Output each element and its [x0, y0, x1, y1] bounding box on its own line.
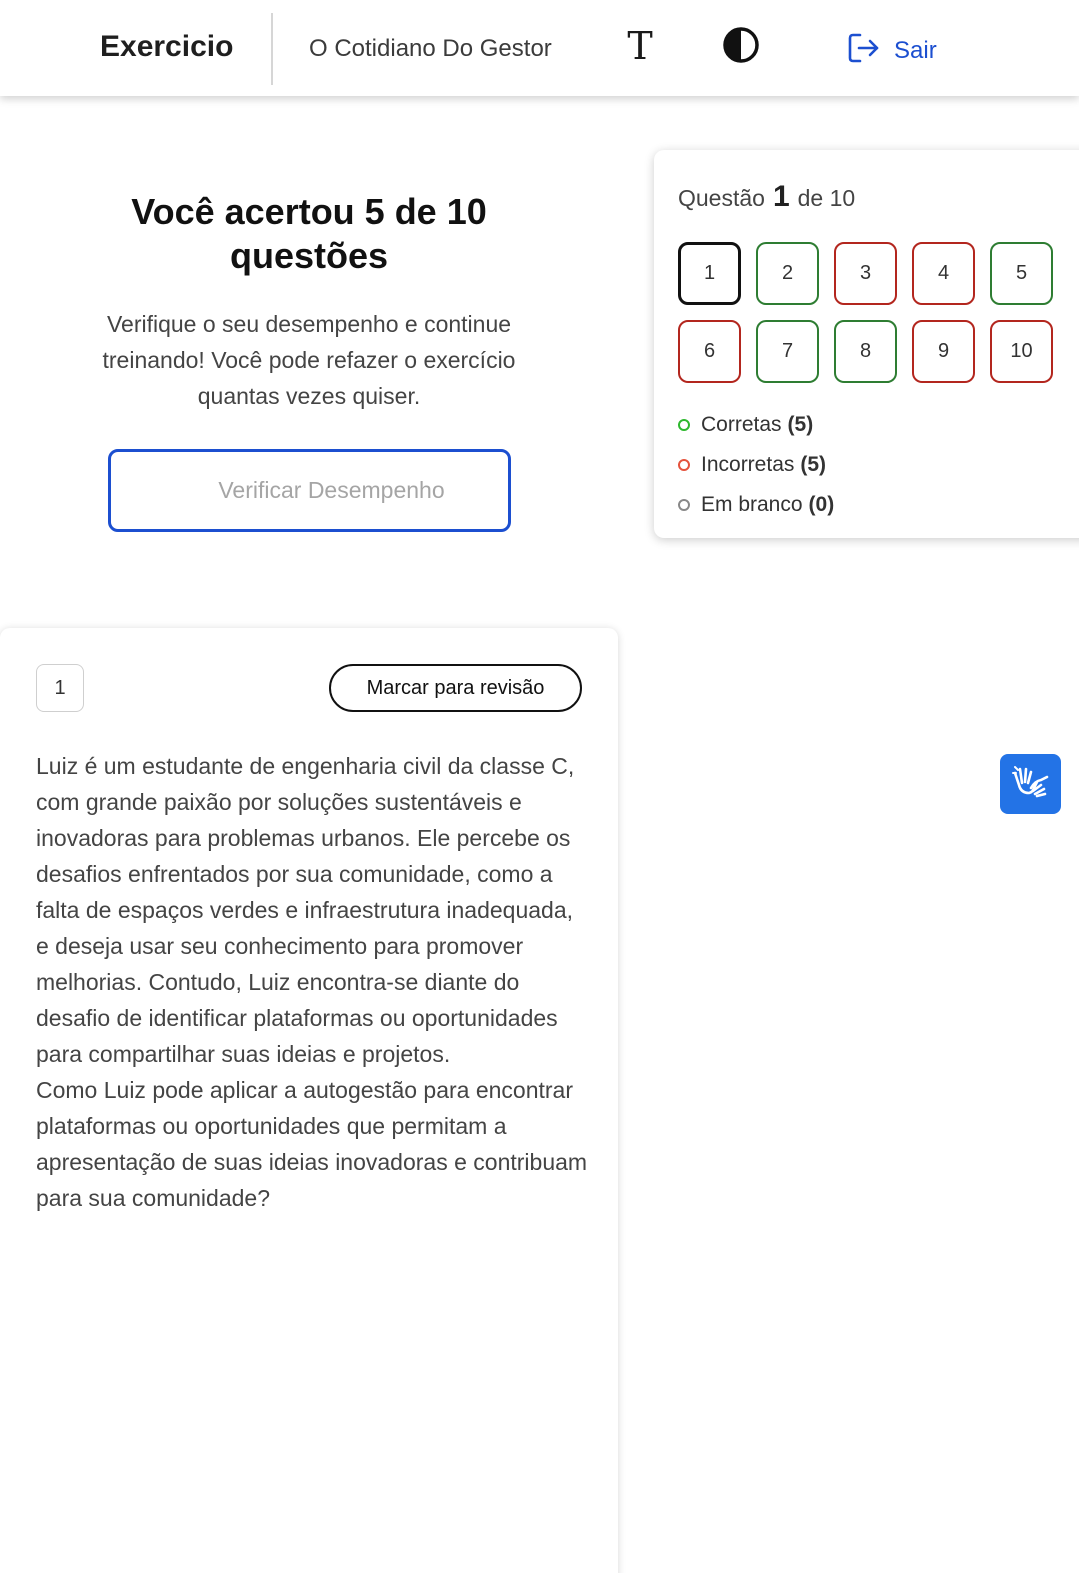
question-grid	[678, 242, 1053, 383]
legend-item	[678, 405, 834, 445]
question-nav-button-4[interactable]: 4	[912, 242, 975, 305]
sign-language-icon	[1011, 763, 1051, 806]
legend-label: Incorretas	[701, 453, 795, 476]
legend-count: (5)	[800, 453, 827, 476]
question-navigator	[654, 150, 1079, 538]
legend-item	[678, 485, 834, 525]
current-question-number: 1	[772, 180, 790, 213]
navigator-label: Questão	[678, 185, 765, 211]
navigator-heading	[678, 180, 855, 214]
mark-for-review-button[interactable]: Marcar para revisão	[329, 664, 582, 712]
logout-icon	[846, 30, 882, 71]
contrast-icon[interactable]	[722, 26, 760, 64]
font-size-icon[interactable]: T	[627, 24, 653, 68]
question-nav-button-10[interactable]: 10	[990, 320, 1053, 383]
question-nav-button-7[interactable]: 7	[756, 320, 819, 383]
legend-count: (5)	[787, 413, 814, 436]
question-paragraph: Luiz é um estudante de engenharia civil da classe C, com grande paixão por soluções sustentáveis e inovadoras para problemas urbanos. Ele percebe os desafios enfrentados por sua comunidade, como a falta de espaços verdes e infraestrutura inadequada, e deseja usar seu conhecimento para promover melhorias. Contudo, Luiz encontra-se diante do desafio de identificar plataformas ou oportunidades para compartilhar suas ideias e projetos.	[36, 753, 575, 1067]
question-number-badge: 1	[36, 664, 84, 712]
header-divider	[271, 13, 273, 85]
result-description: Verifique o seu desempenho e continue treinando! Você pode refazer o exercício quantas vezes quiser.	[102, 311, 516, 409]
verify-performance-button[interactable]: Verificar Desempenho	[108, 449, 511, 532]
logout-label: Sair	[894, 36, 937, 64]
legend-count: (0)	[808, 493, 835, 516]
question-nav-button-9[interactable]: 9	[912, 320, 975, 383]
legend-dot-icon	[678, 499, 690, 511]
app-title: Exercicio	[100, 30, 234, 63]
sign-language-button[interactable]	[1000, 754, 1061, 814]
question-nav-button-8[interactable]: 8	[834, 320, 897, 383]
legend-label: Corretas	[701, 413, 782, 436]
navigator-total: de 10	[797, 185, 856, 211]
legend-dot-icon	[678, 419, 690, 431]
legend-dot-icon	[678, 459, 690, 471]
legend-label: Em branco	[701, 493, 803, 516]
question-nav-button-5[interactable]: 5	[990, 242, 1053, 305]
question-prompt: Como Luiz pode aplicar a autogestão para encontrar plataformas ou oportunidades que permitam a apresentação de suas ideias inovadoras e contribuam para sua comunidade?	[36, 1077, 588, 1211]
status-legend	[678, 405, 834, 525]
top-header	[0, 0, 1079, 96]
logout-button[interactable]	[846, 30, 937, 71]
question-nav-button-3[interactable]: 3	[834, 242, 897, 305]
question-nav-button-1[interactable]: 1	[678, 242, 741, 305]
question-nav-button-2[interactable]: 2	[756, 242, 819, 305]
legend-item	[678, 445, 834, 485]
question-card	[0, 628, 618, 1573]
question-text	[36, 748, 592, 1216]
result-title: Você acertou 5 de 10 questões	[131, 191, 487, 276]
question-nav-button-6[interactable]: 6	[678, 320, 741, 383]
course-title: O Cotidiano Do Gestor	[309, 35, 552, 62]
